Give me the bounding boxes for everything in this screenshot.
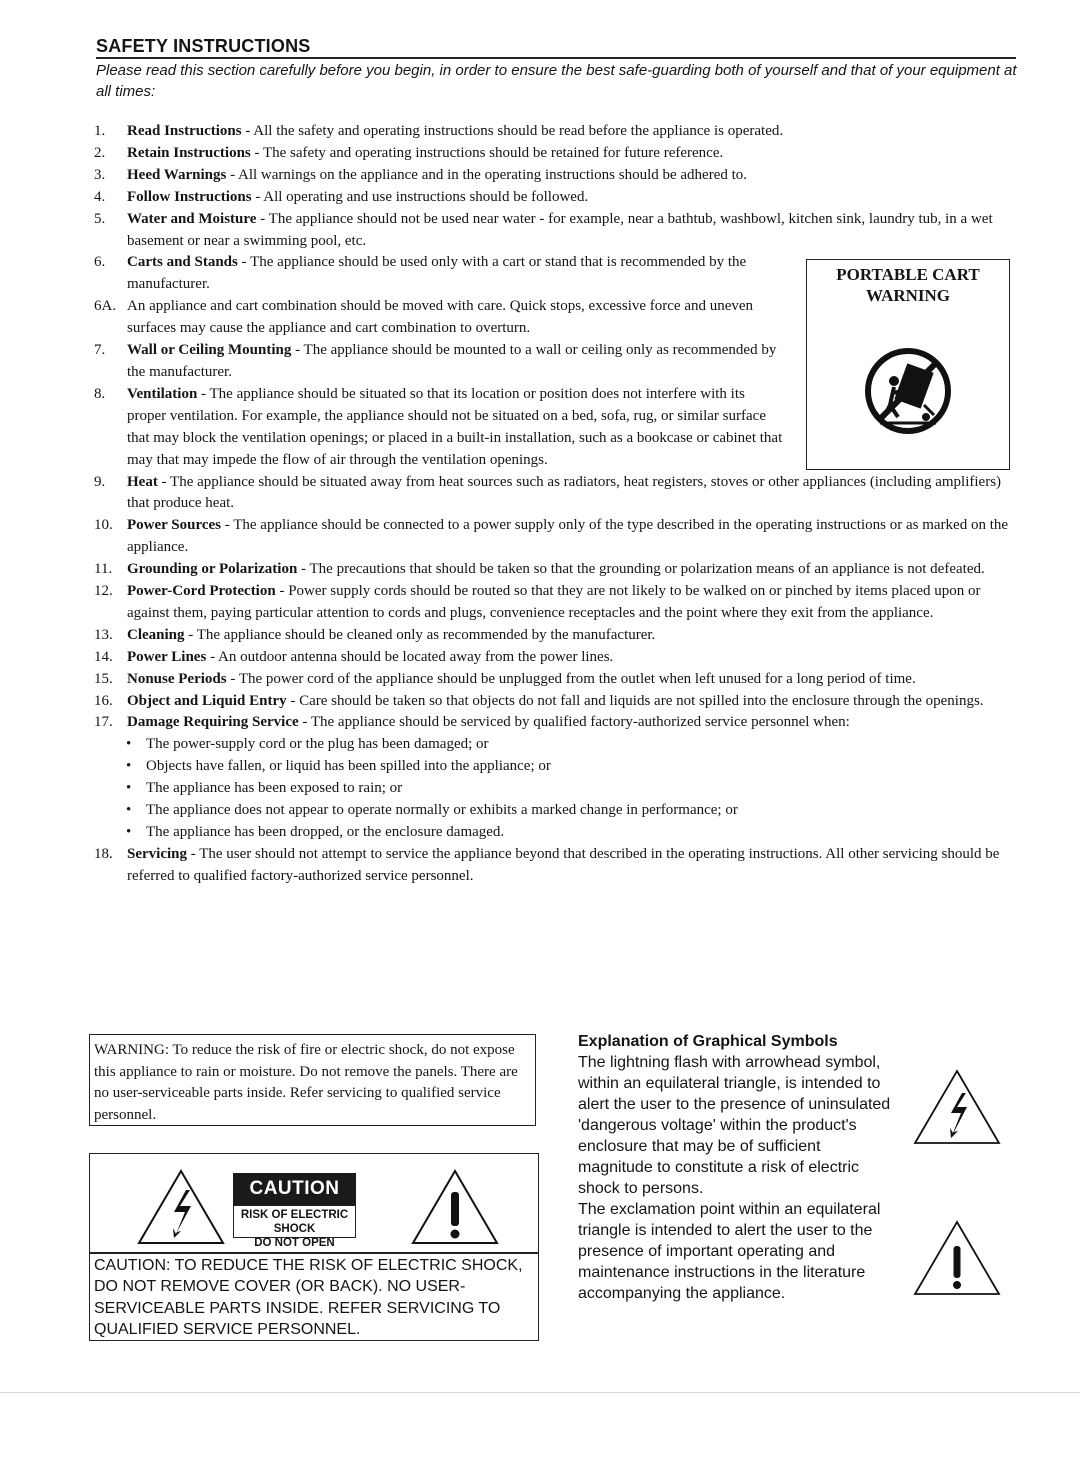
- list-item: 17. Damage Requiring Service - The appliance should be serviced by qualified factory-authorized service personnel when:: [94, 714, 850, 731]
- bullet-item: • Objects have fallen, or liquid has been spilled into the appliance; or: [126, 758, 551, 775]
- title-rule: [96, 57, 1016, 59]
- lightning-explanation: The lightning flash with arrowhead symbol, within an equilateral triangle, is intended to alert the user to the presence of uninsulated 'dangerous voltage' within the product's enclosure that may be of sufficient magnitude to constitute a risk of electric shock to persons.: [578, 1054, 891, 1197]
- list-item: 1. Read Instructions - All the safety and operating instructions should be read before the appliance is operated.: [94, 123, 784, 139]
- list-item: 6. Carts and Stands - The appliance should be used only with a cart or stand that is recommended by the manufacturer.: [94, 254, 747, 293]
- list-item: 16. Object and Liquid Entry - Care should be taken so that objects do not fall and liquids are not spilled into the enclosure through the openings.: [94, 692, 984, 709]
- list-item: 13. Cleaning - The appliance should be cleaned only as recommended by the manufacturer.: [94, 626, 656, 643]
- list-item: 14. Power Lines - An outdoor antenna should be located away from the power lines.: [94, 648, 614, 665]
- list-item: 3. Heed Warnings - All warnings on the appliance and in the operating instructions should be adhered to.: [94, 166, 748, 183]
- page-title: SAFETY INSTRUCTIONS: [96, 36, 311, 56]
- portable-cart-warning-box: [806, 259, 1010, 470]
- bullet-item: • The appliance has been exposed to rain; or: [126, 780, 403, 797]
- lightning-triangle-icon: [136, 1168, 226, 1246]
- list-item: 9. Heat - The appliance should be situated away from heat sources such as radiators, heat registers, stoves or other appliances (including amplifiers) that produce heat.: [94, 473, 1002, 512]
- list-item: 10. Power Sources - The appliance should be connected to a power supply only of the type described in the operating instructions or as marked on the appliance.: [94, 517, 1009, 556]
- cart-warning-line1: PORTABLE CART: [836, 265, 980, 284]
- list-item: 18. Servicing - The user should not attempt to service the appliance beyond that described in the operating instructions. All other servicing should be referred to qualified factory-authorized service personnel.: [94, 845, 1000, 884]
- warning-text: : To reduce the risk of fire or electric shock, do not expose this appliance to rain or moisture. Do not remove the panels. There are no user-serviceable parts inside. Refer servicing to qualified service personnel.: [94, 1042, 518, 1123]
- bullet-item: • The appliance does not appear to operate normally or exhibits a marked change in performance; or: [126, 802, 738, 819]
- cart-tip-over-icon: [864, 347, 952, 435]
- bullet-item: • The appliance has been dropped, or the enclosure damaged.: [126, 824, 505, 840]
- caution-label-line2: DO NOT OPEN: [254, 1237, 335, 1249]
- cart-warning-line2: WARNING: [865, 286, 951, 305]
- symbol-explanation: [578, 1031, 898, 1304]
- list-item: 7. Wall or Ceiling Mounting - The appliance should be mounted to a wall or ceiling only as recommended by the manufacturer.: [94, 342, 777, 380]
- lightning-triangle-icon: [912, 1067, 1002, 1147]
- exclamation-triangle-icon: [410, 1168, 500, 1246]
- list-item: 12. Power-Cord Protection - Power supply cords should be routed so that they are not likely to be walked on or pinched by items placed upon or against them, paying particular attention to cords and plugs, convenience receptacles and the point where they exit from the appliance.: [94, 583, 981, 621]
- intro-text: Please read this section carefully before you begin, in order to ensure the best safe-guarding both of yourself and that of your equipment at all times:: [96, 62, 1017, 100]
- explanation-heading: Explanation of Graphical Symbols: [578, 1033, 838, 1050]
- instruction-list: [94, 121, 1009, 888]
- list-item: 4. Follow Instructions - All operating and use instructions should be followed.: [94, 188, 589, 205]
- page-bottom-edge: [0, 1392, 1080, 1393]
- caution-label-title: CAUTION: [233, 1173, 356, 1205]
- list-item: 5. Water and Moisture - The appliance should not be used near water - for example, near a bathtub, washbowl, kitchen sink, laundry tub, in a wet basement or near a swimming pool, etc.: [94, 210, 993, 249]
- list-item: 11. Grounding or Polarization - The precautions that should be taken so that the grounding or polarization means of an appliance is not defeated.: [94, 561, 985, 578]
- caution-label: [233, 1205, 356, 1249]
- caution-box: [89, 1153, 539, 1341]
- exclamation-triangle-icon: [912, 1218, 1002, 1298]
- caution-text: CAUTION: TO REDUCE THE RISK OF ELECTRIC SHOCK, DO NOT REMOVE COVER (OR BACK). NO USER-SERVICEABLE PARTS INSIDE. REFER SERVICING TO QUALIFIED SERVICE PERSONNEL.: [94, 1257, 523, 1338]
- caution-divider: [90, 1252, 538, 1254]
- bullet-item: • The power-supply cord or the plug has been damaged; or: [126, 736, 489, 753]
- list-item: 2. Retain Instructions - The safety and operating instructions should be retained for future reference.: [94, 144, 724, 161]
- exclamation-explanation: The exclamation point within an equilateral triangle is intended to alert the user to the presence of important operating and maintenance instructions in the literature accompanying the appliance.: [578, 1201, 881, 1302]
- list-item: 15. Nonuse Periods - The power cord of the appliance should be unplugged from the outlet when left unused for a long period of time.: [94, 670, 916, 687]
- warning-head: WARNING: [94, 1042, 165, 1058]
- list-item: 8. Ventilation - The appliance should be situated so that its location or position does not interfere with its proper ventilation. For example, the appliance should not be situated on a bed, sofa, rug, or similar surface that may block the ventilation openings; or placed in a built-in installation, such as a bookcase or cabinet that may that may impede the flow of air through the ventilation openings.: [94, 385, 783, 468]
- warning-box: [89, 1034, 536, 1126]
- list-item: 6A. An appliance and cart combination should be moved with care. Quick stops, excessive force and uneven surfaces may cause the appliance and cart combination to overturn.: [94, 298, 754, 337]
- caution-label-line1: RISK OF ELECTRIC SHOCK: [240, 1209, 349, 1235]
